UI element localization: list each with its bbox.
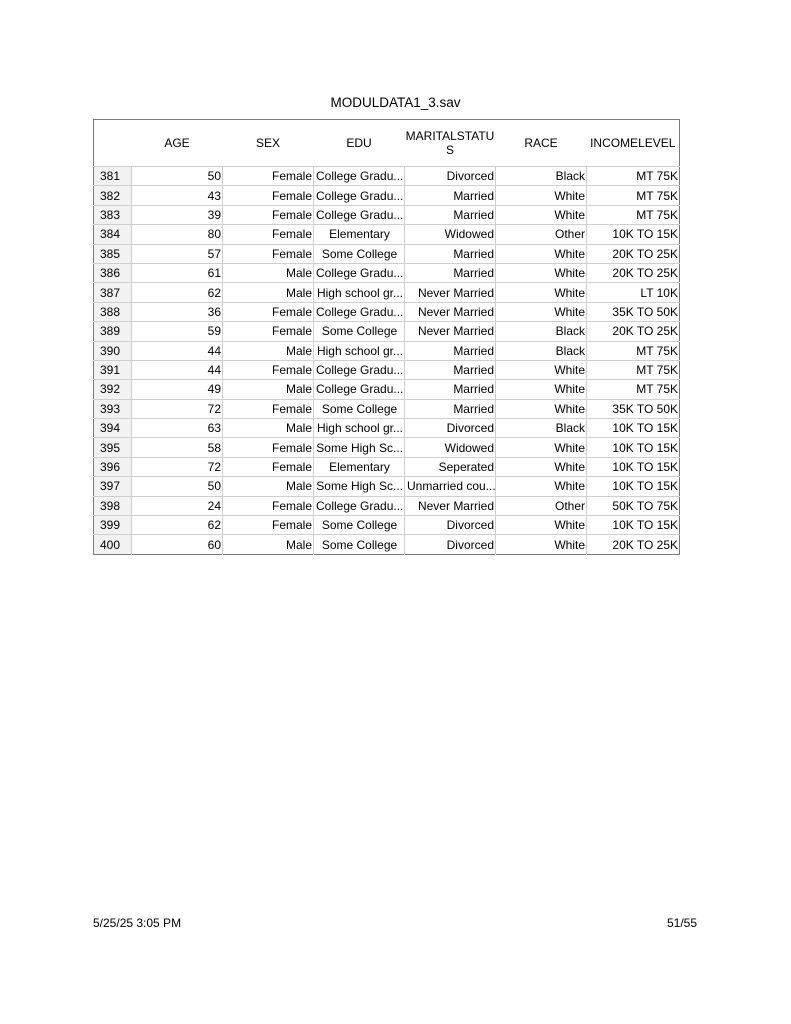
- row-number: 396: [94, 457, 132, 476]
- incomelevel-cell: 10K TO 15K: [587, 457, 680, 476]
- maritalstatus-cell: Married: [405, 186, 496, 205]
- table-row: [94, 419, 680, 438]
- row-number: 392: [94, 380, 132, 399]
- edu-cell: Elementary: [314, 225, 405, 244]
- race-cell: White: [496, 535, 587, 554]
- incomelevel-cell: MT 75K: [587, 186, 680, 205]
- sex-cell: Female: [223, 516, 314, 535]
- sex-cell: Male: [223, 283, 314, 302]
- age-cell: 43: [132, 186, 223, 205]
- table-row: [94, 283, 680, 302]
- header-incomelevel: INCOMELEVEL: [590, 136, 676, 150]
- race-cell: White: [496, 516, 587, 535]
- incomelevel-cell: 10K TO 15K: [587, 419, 680, 438]
- table-row: [94, 263, 680, 282]
- header-race: RACE: [524, 136, 558, 150]
- race-cell: White: [496, 399, 587, 418]
- race-cell: White: [496, 244, 587, 263]
- edu-cell: Some College: [314, 516, 405, 535]
- age-cell: 72: [132, 457, 223, 476]
- race-cell: Black: [496, 341, 587, 360]
- incomelevel-cell: 10K TO 15K: [587, 516, 680, 535]
- row-number: 393: [94, 399, 132, 418]
- header-row: [94, 120, 680, 167]
- sex-cell: Female: [223, 302, 314, 321]
- age-cell: 58: [132, 438, 223, 457]
- race-cell: White: [496, 263, 587, 282]
- data-table: [93, 119, 680, 555]
- maritalstatus-cell: Married: [405, 341, 496, 360]
- maritalstatus-cell: Married: [405, 205, 496, 224]
- incomelevel-cell: LT 10K: [587, 283, 680, 302]
- edu-cell: College Gradu...: [314, 263, 405, 282]
- maritalstatus-cell: Seperated: [405, 457, 496, 476]
- edu-cell: Some College: [314, 322, 405, 341]
- incomelevel-cell: MT 75K: [587, 167, 680, 186]
- age-cell: 39: [132, 205, 223, 224]
- edu-cell: Some High Sc...: [314, 438, 405, 457]
- row-number: 383: [94, 205, 132, 224]
- race-cell: White: [496, 186, 587, 205]
- maritalstatus-cell: Widowed: [405, 438, 496, 457]
- race-cell: White: [496, 457, 587, 476]
- table-row: [94, 477, 680, 496]
- incomelevel-cell: MT 75K: [587, 380, 680, 399]
- sex-cell: Female: [223, 360, 314, 379]
- incomelevel-cell: MT 75K: [587, 205, 680, 224]
- age-cell: 24: [132, 496, 223, 515]
- maritalstatus-cell: Married: [405, 244, 496, 263]
- edu-cell: College Gradu...: [314, 205, 405, 224]
- table-row: [94, 341, 680, 360]
- incomelevel-cell: 20K TO 25K: [587, 244, 680, 263]
- edu-cell: Some College: [314, 399, 405, 418]
- table-row: [94, 399, 680, 418]
- race-cell: Black: [496, 167, 587, 186]
- incomelevel-cell: 35K TO 50K: [587, 399, 680, 418]
- sex-cell: Female: [223, 205, 314, 224]
- edu-cell: College Gradu...: [314, 380, 405, 399]
- race-cell: White: [496, 205, 587, 224]
- row-number: 384: [94, 225, 132, 244]
- header-rownum: [94, 120, 132, 167]
- race-cell: White: [496, 360, 587, 379]
- edu-cell: College Gradu...: [314, 167, 405, 186]
- edu-cell: Some College: [314, 244, 405, 263]
- sex-cell: Male: [223, 380, 314, 399]
- edu-cell: Some High Sc...: [314, 477, 405, 496]
- race-cell: White: [496, 283, 587, 302]
- sex-cell: Female: [223, 186, 314, 205]
- incomelevel-cell: MT 75K: [587, 341, 680, 360]
- incomelevel-cell: 35K TO 50K: [587, 302, 680, 321]
- row-number: 388: [94, 302, 132, 321]
- age-cell: 50: [132, 167, 223, 186]
- incomelevel-cell: 10K TO 15K: [587, 477, 680, 496]
- row-number: 397: [94, 477, 132, 496]
- age-cell: 80: [132, 225, 223, 244]
- page-title: MODULDATA1_3.sav: [330, 95, 461, 110]
- age-cell: 62: [132, 516, 223, 535]
- row-number: 385: [94, 244, 132, 263]
- table-row: [94, 244, 680, 263]
- maritalstatus-cell: Divorced: [405, 535, 496, 554]
- maritalstatus-cell: Married: [405, 360, 496, 379]
- print-timestamp: 5/25/25 3:05 PM: [93, 916, 182, 930]
- age-cell: 49: [132, 380, 223, 399]
- sex-cell: Female: [223, 167, 314, 186]
- incomelevel-cell: 10K TO 15K: [587, 438, 680, 457]
- row-number: 389: [94, 322, 132, 341]
- sex-cell: Male: [223, 263, 314, 282]
- row-number: 395: [94, 438, 132, 457]
- maritalstatus-cell: Married: [405, 399, 496, 418]
- age-cell: 60: [132, 535, 223, 554]
- table-row: [94, 535, 680, 554]
- table-row: [94, 380, 680, 399]
- table-row: [94, 186, 680, 205]
- incomelevel-cell: MT 75K: [587, 360, 680, 379]
- race-cell: White: [496, 380, 587, 399]
- edu-cell: Some College: [314, 535, 405, 554]
- table-row: [94, 496, 680, 515]
- edu-cell: College Gradu...: [314, 360, 405, 379]
- sex-cell: Female: [223, 322, 314, 341]
- maritalstatus-cell: Married: [405, 380, 496, 399]
- age-cell: 61: [132, 263, 223, 282]
- age-cell: 59: [132, 322, 223, 341]
- table-row: [94, 438, 680, 457]
- maritalstatus-cell: Never Married: [405, 283, 496, 302]
- page-number: 51/55: [666, 916, 697, 930]
- sex-cell: Female: [223, 496, 314, 515]
- race-cell: Black: [496, 322, 587, 341]
- table-row: [94, 457, 680, 476]
- maritalstatus-cell: Divorced: [405, 167, 496, 186]
- table-row: [94, 225, 680, 244]
- sex-cell: Female: [223, 438, 314, 457]
- table-row: [94, 302, 680, 321]
- age-cell: 36: [132, 302, 223, 321]
- sex-cell: Female: [223, 244, 314, 263]
- age-cell: 57: [132, 244, 223, 263]
- age-cell: 72: [132, 399, 223, 418]
- race-cell: Other: [496, 225, 587, 244]
- sex-cell: Male: [223, 535, 314, 554]
- sex-cell: Female: [223, 457, 314, 476]
- row-number: 394: [94, 419, 132, 438]
- maritalstatus-cell: Widowed: [405, 225, 496, 244]
- edu-cell: High school gr...: [314, 341, 405, 360]
- row-number: 386: [94, 263, 132, 282]
- race-cell: White: [496, 477, 587, 496]
- edu-cell: High school gr...: [314, 419, 405, 438]
- maritalstatus-cell: Never Married: [405, 496, 496, 515]
- row-number: 391: [94, 360, 132, 379]
- sex-cell: Male: [223, 341, 314, 360]
- age-cell: 44: [132, 360, 223, 379]
- age-cell: 50: [132, 477, 223, 496]
- edu-cell: College Gradu...: [314, 186, 405, 205]
- maritalstatus-cell: Divorced: [405, 516, 496, 535]
- incomelevel-cell: 10K TO 15K: [587, 225, 680, 244]
- incomelevel-cell: 20K TO 25K: [587, 263, 680, 282]
- age-cell: 62: [132, 283, 223, 302]
- edu-cell: College Gradu...: [314, 496, 405, 515]
- table-body: [94, 167, 680, 555]
- edu-cell: College Gradu...: [314, 302, 405, 321]
- row-number: 381: [94, 167, 132, 186]
- sex-cell: Female: [223, 225, 314, 244]
- header-maritalstatus: MARITALSTATUS: [405, 129, 495, 157]
- maritalstatus-cell: Unmarried cou...: [405, 477, 496, 496]
- row-number: 398: [94, 496, 132, 515]
- header-age: AGE: [164, 136, 190, 150]
- maritalstatus-cell: Married: [405, 263, 496, 282]
- race-cell: Other: [496, 496, 587, 515]
- incomelevel-cell: 20K TO 25K: [587, 535, 680, 554]
- maritalstatus-cell: Never Married: [405, 302, 496, 321]
- maritalstatus-cell: Divorced: [405, 419, 496, 438]
- edu-cell: High school gr...: [314, 283, 405, 302]
- sex-cell: Female: [223, 399, 314, 418]
- table-row: [94, 360, 680, 379]
- table-row: [94, 205, 680, 224]
- age-cell: 44: [132, 341, 223, 360]
- sex-cell: Male: [223, 419, 314, 438]
- row-number: 399: [94, 516, 132, 535]
- race-cell: Black: [496, 419, 587, 438]
- age-cell: 63: [132, 419, 223, 438]
- header-edu: EDU: [346, 136, 372, 150]
- maritalstatus-cell: Never Married: [405, 322, 496, 341]
- row-number: 390: [94, 341, 132, 360]
- table-row: [94, 322, 680, 341]
- race-cell: White: [496, 438, 587, 457]
- table-row: [94, 516, 680, 535]
- row-number: 400: [94, 535, 132, 554]
- row-number: 382: [94, 186, 132, 205]
- header-sex: SEX: [255, 136, 280, 150]
- sex-cell: Male: [223, 477, 314, 496]
- table-row: [94, 167, 680, 186]
- incomelevel-cell: 20K TO 25K: [587, 322, 680, 341]
- incomelevel-cell: 50K TO 75K: [587, 496, 680, 515]
- race-cell: White: [496, 302, 587, 321]
- row-number: 387: [94, 283, 132, 302]
- edu-cell: Elementary: [314, 457, 405, 476]
